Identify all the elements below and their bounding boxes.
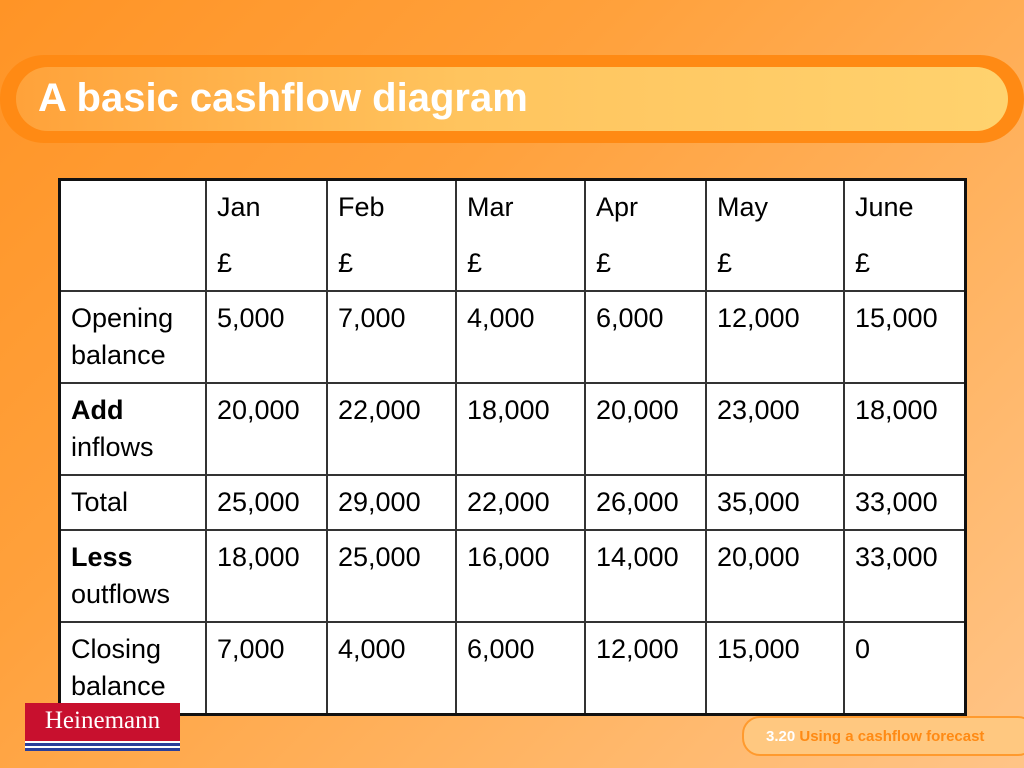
table-cell: 12,000: [585, 622, 706, 715]
row-label: [60, 622, 207, 715]
table-cell: 23,000: [706, 383, 844, 475]
table-row-opening-balance: [60, 291, 966, 383]
table-cell: 4,000: [456, 291, 585, 383]
section-title: Using a cashflow forecast: [799, 728, 985, 745]
table-cell: 12,000: [706, 291, 844, 383]
currency-label: £: [855, 248, 871, 278]
row-label-bold: Less: [71, 542, 133, 572]
slide-title: A basic cashflow diagram: [38, 76, 528, 120]
table-row-less-outflows: [60, 530, 966, 622]
currency-label: £: [596, 248, 612, 278]
table-row-add-inflows: [60, 383, 966, 475]
table-cell: 33,000: [844, 475, 966, 530]
table-cell: 18,000: [844, 383, 966, 475]
month-label: Apr: [596, 192, 639, 222]
table-cell: 14,000: [585, 530, 706, 622]
header-cell-may: [706, 180, 844, 292]
row-label-text: outflows: [71, 579, 171, 609]
table-cell: 20,000: [206, 383, 327, 475]
table-cell: 35,000: [706, 475, 844, 530]
table-cell: 20,000: [585, 383, 706, 475]
row-label-text: Closing balance: [71, 634, 166, 701]
table-cell: 4,000: [327, 622, 456, 715]
header-cell-jan: [206, 180, 327, 292]
currency-label: £: [338, 248, 354, 278]
month-label: Feb: [338, 192, 385, 222]
header-cell-june: [844, 180, 966, 292]
row-label: [60, 475, 207, 530]
table-cell: 5,000: [206, 291, 327, 383]
table-cell: 25,000: [327, 530, 456, 622]
table-cell: 29,000: [327, 475, 456, 530]
month-label: May: [717, 192, 769, 222]
logo-stripes: [25, 741, 180, 751]
header-cell-mar: [456, 180, 585, 292]
table-cell: 18,000: [206, 530, 327, 622]
table-cell: 20,000: [706, 530, 844, 622]
table-cell: 25,000: [206, 475, 327, 530]
table-cell: 22,000: [327, 383, 456, 475]
cashflow-table: [58, 178, 967, 716]
row-label-text: Total: [71, 487, 129, 517]
table-cell: 6,000: [585, 291, 706, 383]
row-label: [60, 530, 207, 622]
currency-label: £: [717, 248, 733, 278]
table-cell: 6,000: [456, 622, 585, 715]
row-label-text: inflows: [71, 432, 154, 462]
currency-label: £: [217, 248, 233, 278]
row-label-bold: Add: [71, 395, 124, 425]
header-cell-apr: [585, 180, 706, 292]
month-label: Mar: [467, 192, 514, 222]
table-cell: 26,000: [585, 475, 706, 530]
table-cell: 15,000: [844, 291, 966, 383]
table-cell: 16,000: [456, 530, 585, 622]
table-cell: 0: [844, 622, 966, 715]
section-number: 3.20: [766, 728, 796, 745]
table-row-closing-balance: [60, 622, 966, 715]
row-label: [60, 383, 207, 475]
month-label: June: [855, 192, 914, 222]
month-label: Jan: [217, 192, 261, 222]
table-row-total: [60, 475, 966, 530]
table-cell: 15,000: [706, 622, 844, 715]
row-label: [60, 291, 207, 383]
footer-section-label: [766, 728, 984, 745]
header-corner-cell: [60, 180, 207, 292]
table-cell: 18,000: [456, 383, 585, 475]
currency-label: £: [467, 248, 483, 278]
table-header-row: [60, 180, 966, 292]
heinemann-logo: [25, 703, 180, 751]
table-cell: 22,000: [456, 475, 585, 530]
row-label-text: Opening balance: [71, 303, 174, 370]
header-cell-feb: [327, 180, 456, 292]
table-cell: 33,000: [844, 530, 966, 622]
table-cell: 7,000: [327, 291, 456, 383]
table-cell: 7,000: [206, 622, 327, 715]
logo-text: Heinemann: [44, 707, 161, 734]
